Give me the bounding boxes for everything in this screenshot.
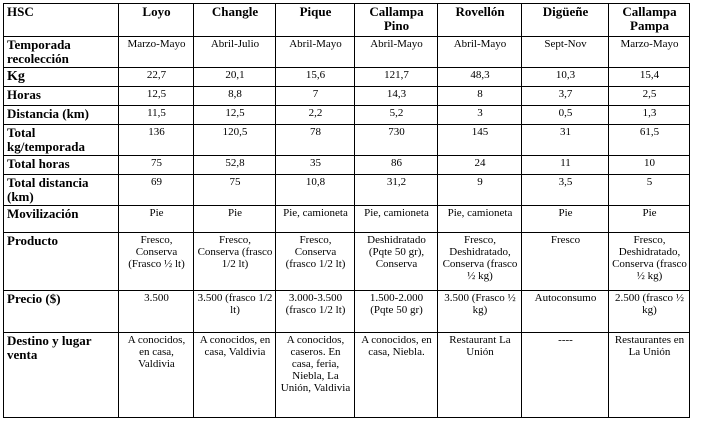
- row-label: Kg: [4, 68, 119, 87]
- table-cell: Abril-Mayo: [355, 37, 438, 68]
- table-cell: 2.500 (frasco ½ kg): [609, 291, 690, 333]
- table-cell: 5,2: [355, 106, 438, 125]
- table-cell: Fresco, Conserva (frasco 1/2 lt): [194, 233, 276, 291]
- table-cell: ----: [522, 333, 609, 418]
- table-cell: 48,3: [438, 68, 522, 87]
- table-cell: Fresco, Deshidratado, Conserva (frasco ½ kg): [609, 233, 690, 291]
- header-cell-digueñe: Digüeñe: [522, 4, 609, 37]
- table-row: [4, 333, 690, 418]
- table-cell: A conocidos, en casa, Valdivia: [119, 333, 194, 418]
- table-cell: 8,8: [194, 87, 276, 106]
- table-cell: A conocidos, caseros. En casa, feria, Niebla, La Unión, Valdivia: [276, 333, 355, 418]
- table-cell: Fresco: [522, 233, 609, 291]
- table-row: [4, 206, 690, 233]
- table-cell: Abril-Mayo: [438, 37, 522, 68]
- table-cell: Fresco, Conserva (Frasco ½ lt): [119, 233, 194, 291]
- table-cell: Marzo-Mayo: [119, 37, 194, 68]
- table-cell: 12,5: [119, 87, 194, 106]
- table-cell: Pie: [194, 206, 276, 233]
- row-label: Temporada recolección: [4, 37, 119, 68]
- table-cell: 24: [438, 156, 522, 175]
- row-label: Total distancia (km): [4, 175, 119, 206]
- row-label: Destino y lugar venta: [4, 333, 119, 418]
- table-row: [4, 87, 690, 106]
- table-cell: A conocidos, en casa, Niebla.: [355, 333, 438, 418]
- table-cell: 75: [119, 156, 194, 175]
- table-row: [4, 106, 690, 125]
- table-cell: 1.500-2.000 (Pqte 50 gr): [355, 291, 438, 333]
- table-cell: 730: [355, 125, 438, 156]
- row-label: Horas: [4, 87, 119, 106]
- table-row: [4, 291, 690, 333]
- table-cell: 15,6: [276, 68, 355, 87]
- table-cell: 31: [522, 125, 609, 156]
- table-cell: 1,3: [609, 106, 690, 125]
- row-label: Movilización: [4, 206, 119, 233]
- table-cell: 3,5: [522, 175, 609, 206]
- row-label: Producto: [4, 233, 119, 291]
- table-cell: Sept-Nov: [522, 37, 609, 68]
- table-cell: Fresco, Deshidratado, Conserva (frasco ½ kg): [438, 233, 522, 291]
- header-cell-changle: Changle: [194, 4, 276, 37]
- table-cell: 145: [438, 125, 522, 156]
- table-cell: 10: [609, 156, 690, 175]
- table-cell: Autoconsumo: [522, 291, 609, 333]
- table-cell: 121,7: [355, 68, 438, 87]
- header-cell-rovellon: Rovellón: [438, 4, 522, 37]
- table-cell: 75: [194, 175, 276, 206]
- header-row: [4, 4, 690, 37]
- table-cell: 86: [355, 156, 438, 175]
- table-row: [4, 156, 690, 175]
- table-cell: 31,2: [355, 175, 438, 206]
- row-label: Precio ($): [4, 291, 119, 333]
- header-cell-pique: Pique: [276, 4, 355, 37]
- table-row: [4, 37, 690, 68]
- header-cell-callampa-pino: Callampa Pino: [355, 4, 438, 37]
- table-cell: Pie: [119, 206, 194, 233]
- table-cell: 0,5: [522, 106, 609, 125]
- table-cell: 11,5: [119, 106, 194, 125]
- table-cell: Pie: [609, 206, 690, 233]
- table-cell: Fresco, Conserva (frasco 1/2 lt): [276, 233, 355, 291]
- table-cell: Pie, camioneta: [355, 206, 438, 233]
- row-label: Total kg/temporada: [4, 125, 119, 156]
- header-cell-hsc: HSC: [4, 4, 119, 37]
- table-container: [3, 3, 690, 418]
- table-cell: Restaurantes en La Unión: [609, 333, 690, 418]
- row-label: Total horas: [4, 156, 119, 175]
- header-cell-loyo: Loyo: [119, 4, 194, 37]
- table-cell: 3.500: [119, 291, 194, 333]
- table-row: [4, 68, 690, 87]
- table-cell: 8: [438, 87, 522, 106]
- table-cell: Pie: [522, 206, 609, 233]
- table-cell: 10,3: [522, 68, 609, 87]
- table-cell: 35: [276, 156, 355, 175]
- hsc-data-table: [3, 3, 690, 418]
- table-cell: 15,4: [609, 68, 690, 87]
- table-cell: 3.500 (Frasco ½ kg): [438, 291, 522, 333]
- table-cell: 3.500 (frasco 1/2 lt): [194, 291, 276, 333]
- table-cell: 3.000-3.500 (frasco 1/2 lt): [276, 291, 355, 333]
- table-cell: 22,7: [119, 68, 194, 87]
- table-cell: Pie, camioneta: [438, 206, 522, 233]
- table-cell: Pie, camioneta: [276, 206, 355, 233]
- table-cell: 2,2: [276, 106, 355, 125]
- table-cell: Deshidratado (Pqte 50 gr), Conserva: [355, 233, 438, 291]
- table-cell: 12,5: [194, 106, 276, 125]
- table-row: [4, 125, 690, 156]
- table-cell: 11: [522, 156, 609, 175]
- table-cell: 5: [609, 175, 690, 206]
- table-cell: 78: [276, 125, 355, 156]
- table-row: [4, 175, 690, 206]
- table-cell: 20,1: [194, 68, 276, 87]
- table-cell: 2,5: [609, 87, 690, 106]
- table-cell: 120,5: [194, 125, 276, 156]
- row-label: Distancia (km): [4, 106, 119, 125]
- table-cell: Abril-Mayo: [276, 37, 355, 68]
- table-cell: 136: [119, 125, 194, 156]
- header-cell-callampa-pampa: Callampa Pampa: [609, 4, 690, 37]
- table-cell: 9: [438, 175, 522, 206]
- table-cell: 7: [276, 87, 355, 106]
- table-row: [4, 233, 690, 291]
- table-cell: Abril-Julio: [194, 37, 276, 68]
- table-cell: 3: [438, 106, 522, 125]
- table-cell: 14,3: [355, 87, 438, 106]
- table-cell: 61,5: [609, 125, 690, 156]
- table-cell: 3,7: [522, 87, 609, 106]
- table-cell: 69: [119, 175, 194, 206]
- table-cell: A conocidos, en casa, Valdivia: [194, 333, 276, 418]
- table-cell: 10,8: [276, 175, 355, 206]
- table-cell: Marzo-Mayo: [609, 37, 690, 68]
- table-cell: 52,8: [194, 156, 276, 175]
- table-cell: Restaurant La Unión: [438, 333, 522, 418]
